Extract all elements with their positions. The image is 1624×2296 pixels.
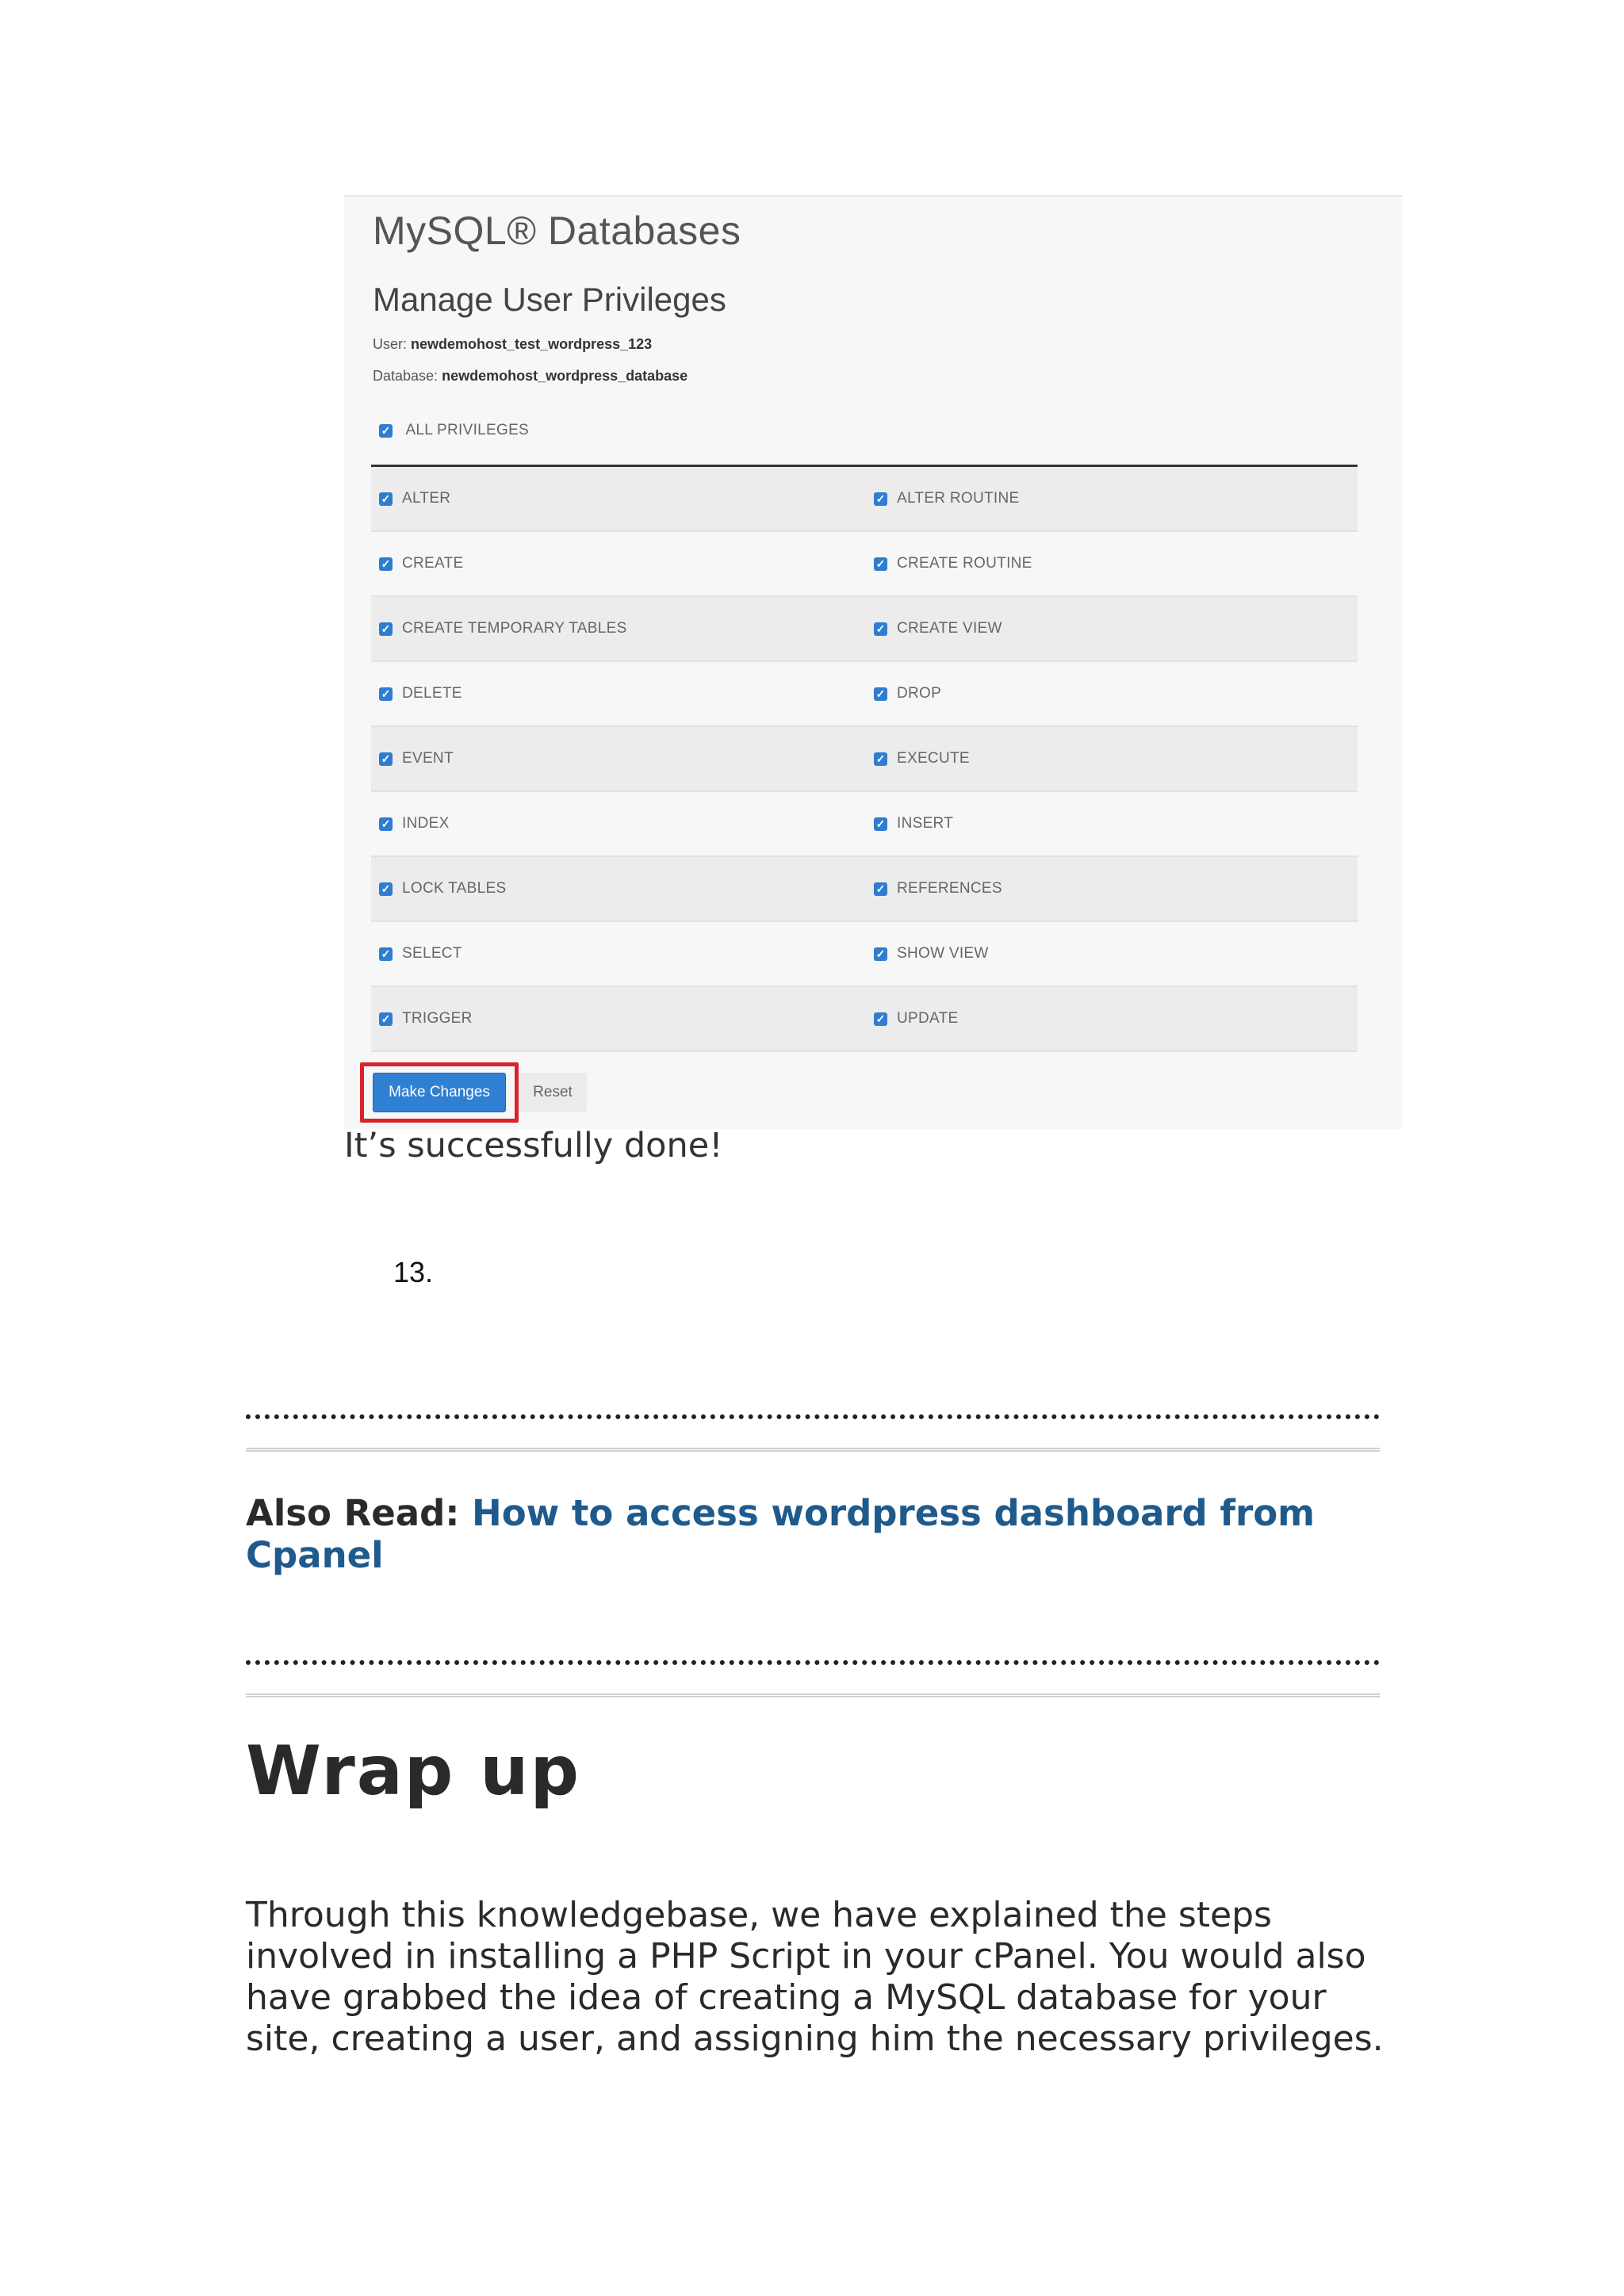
checkbox-checked-icon[interactable]: ✓ bbox=[379, 817, 393, 831]
screenshot-title: MySQL® Databases bbox=[373, 209, 741, 253]
wrap-up-body: Through this knowledgebase, we have explained the steps involved in installing a PHP Script in your cPanel. You would also have grabbed the idea of creating a MySQL database for your site, creating a user, and assigning him the necessary privileges. bbox=[246, 1895, 1384, 2059]
privilege-label: SELECT bbox=[402, 945, 462, 962]
make-changes-button[interactable]: Make Changes bbox=[373, 1073, 506, 1112]
privilege-row bbox=[371, 532, 1358, 597]
dotted-divider bbox=[246, 1660, 1380, 1665]
checkbox-checked-icon[interactable]: ✓ bbox=[874, 492, 887, 506]
checkbox-checked-icon[interactable]: ✓ bbox=[379, 622, 393, 636]
privilege-label: CREATE TEMPORARY TABLES bbox=[402, 620, 627, 637]
dotted-divider bbox=[246, 1414, 1380, 1419]
privilege-row bbox=[371, 792, 1358, 857]
privilege-label: EXECUTE bbox=[897, 750, 970, 767]
privilege-option[interactable] bbox=[864, 620, 1358, 637]
privileges-table bbox=[371, 465, 1358, 1052]
checkbox-checked-icon[interactable]: ✓ bbox=[379, 752, 393, 766]
privilege-label: INDEX bbox=[402, 815, 450, 832]
all-privileges-label: ALL PRIVILEGES bbox=[405, 422, 530, 438]
database-label: Database: bbox=[373, 368, 439, 384]
privilege-row bbox=[371, 857, 1358, 922]
privilege-row bbox=[371, 727, 1358, 792]
wrap-up-heading: Wrap up bbox=[246, 1732, 581, 1811]
user-value: newdemohost_test_wordpress_123 bbox=[411, 336, 653, 352]
privilege-option[interactable] bbox=[371, 750, 864, 767]
also-read bbox=[246, 1492, 1356, 1576]
checkbox-checked-icon[interactable]: ✓ bbox=[379, 1012, 393, 1026]
privilege-option[interactable] bbox=[371, 945, 864, 962]
checkbox-checked-icon[interactable]: ✓ bbox=[379, 687, 393, 701]
privilege-option[interactable] bbox=[371, 620, 864, 637]
checkbox-checked-icon[interactable]: ✓ bbox=[874, 752, 887, 766]
privilege-option[interactable] bbox=[864, 750, 1358, 767]
privilege-label: ALTER ROUTINE bbox=[897, 490, 1020, 507]
checkbox-checked-icon[interactable]: ✓ bbox=[874, 622, 887, 636]
reset-button[interactable]: Reset bbox=[519, 1073, 587, 1112]
privilege-label: CREATE ROUTINE bbox=[897, 555, 1032, 572]
privilege-option[interactable] bbox=[371, 685, 864, 702]
checkbox-checked-icon[interactable]: ✓ bbox=[379, 492, 393, 506]
checkbox-checked-icon[interactable]: ✓ bbox=[874, 817, 887, 831]
privilege-option[interactable] bbox=[371, 555, 864, 572]
privilege-label: UPDATE bbox=[897, 1010, 959, 1027]
privilege-option[interactable] bbox=[371, 880, 864, 897]
checkbox-checked-icon[interactable]: ✓ bbox=[874, 947, 887, 961]
privilege-option[interactable] bbox=[864, 1010, 1358, 1027]
privilege-row bbox=[371, 987, 1358, 1052]
privilege-option[interactable] bbox=[864, 880, 1358, 897]
privilege-option[interactable] bbox=[864, 685, 1358, 702]
solid-divider bbox=[246, 1448, 1380, 1452]
privilege-row bbox=[371, 597, 1358, 662]
privilege-label: TRIGGER bbox=[402, 1010, 473, 1027]
privilege-row bbox=[371, 467, 1358, 532]
privilege-label: LOCK TABLES bbox=[402, 880, 507, 897]
privilege-label: CREATE VIEW bbox=[897, 620, 1002, 637]
privilege-option[interactable] bbox=[864, 815, 1358, 832]
checkbox-checked-icon[interactable]: ✓ bbox=[874, 557, 887, 571]
checkbox-checked-icon[interactable]: ✓ bbox=[379, 947, 393, 961]
also-read-prefix: Also Read: bbox=[246, 1492, 473, 1534]
privilege-option[interactable] bbox=[864, 490, 1358, 507]
solid-divider bbox=[246, 1693, 1380, 1697]
privilege-label: CREATE bbox=[402, 555, 464, 572]
cpanel-screenshot bbox=[344, 195, 1402, 1129]
privilege-label: INSERT bbox=[897, 815, 954, 832]
privilege-option[interactable] bbox=[371, 815, 864, 832]
all-privileges-option[interactable] bbox=[379, 422, 529, 439]
privilege-label: ALTER bbox=[402, 490, 451, 507]
checkbox-checked-icon[interactable]: ✓ bbox=[379, 882, 393, 896]
checkbox-checked-icon[interactable]: ✓ bbox=[874, 1012, 887, 1026]
user-label: User: bbox=[373, 336, 408, 352]
user-line bbox=[373, 336, 652, 353]
checkbox-checked-icon[interactable]: ✓ bbox=[379, 557, 393, 571]
checkbox-checked-icon[interactable]: ✓ bbox=[379, 424, 393, 438]
database-value: newdemohost_wordpress_database bbox=[442, 368, 688, 384]
privilege-row bbox=[371, 922, 1358, 987]
privilege-option[interactable] bbox=[864, 945, 1358, 962]
privilege-label: REFERENCES bbox=[897, 880, 1002, 897]
privilege-row bbox=[371, 662, 1358, 727]
privilege-label: EVENT bbox=[402, 750, 454, 767]
step-number: 13. bbox=[393, 1256, 434, 1288]
checkbox-checked-icon[interactable]: ✓ bbox=[874, 882, 887, 896]
checkbox-checked-icon[interactable]: ✓ bbox=[874, 687, 887, 701]
privilege-option[interactable] bbox=[371, 1010, 864, 1027]
privilege-option[interactable] bbox=[371, 490, 864, 507]
screenshot-subtitle: Manage User Privileges bbox=[373, 281, 726, 318]
privilege-label: DELETE bbox=[402, 685, 462, 702]
privilege-option[interactable] bbox=[864, 555, 1358, 572]
success-message: It’s successfully done! bbox=[344, 1126, 723, 1165]
also-read-link[interactable]: How to access wordpress dashboard from Cpanel bbox=[246, 1492, 1316, 1576]
database-line bbox=[373, 368, 688, 385]
privilege-label: DROP bbox=[897, 685, 942, 702]
privilege-label: SHOW VIEW bbox=[897, 945, 989, 962]
